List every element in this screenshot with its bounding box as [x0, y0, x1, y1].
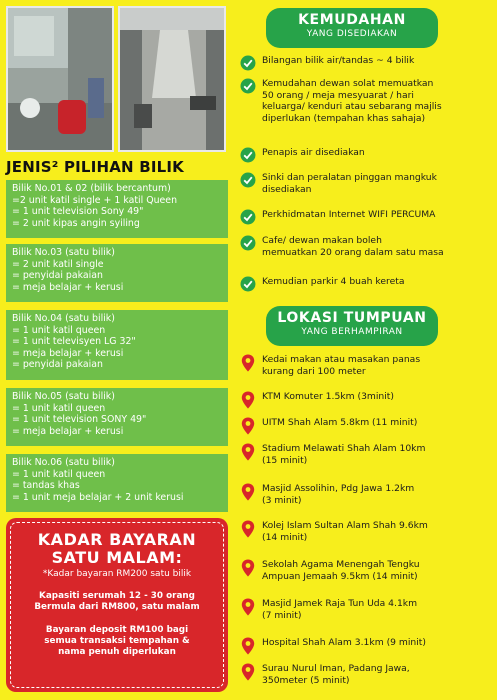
location-item [240, 559, 492, 582]
location-item [240, 417, 492, 429]
room-card-title: Bilik No.03 (satu bilik) [12, 247, 115, 258]
room-card-line: = 2 unit kipas angin syiling [12, 217, 140, 229]
facilities-heading [266, 8, 438, 48]
facilities-title: KEMUDAHAN [298, 12, 406, 28]
facility-text: Cafe/ dewan makan boleh memuatkan 20 orang dalam satu masa [262, 235, 444, 258]
room-card-line: = 1 unit television Sony 49" [12, 206, 144, 217]
location-text: Stadium Melawati Shah Alam 10km (15 minit) [262, 443, 426, 466]
rate-capacity [17, 591, 217, 613]
map-pin-icon [241, 417, 255, 435]
rate-deposit-line1: Bayaran deposit RM100 bagi [45, 625, 189, 635]
location-text: Surau Nurul Iman, Padang Jawa, 350meter (5 minit) [262, 663, 410, 686]
location-text: UITM Shah Alam 5.8km (11 minit) [262, 417, 418, 428]
facility-text: Bilangan bilik air/tandas ~ 4 bilik [262, 55, 415, 66]
locations-title: LOKASI TUMPUAN [277, 310, 427, 326]
facility-item [240, 209, 492, 221]
room-card-06 [6, 454, 228, 512]
rate-deposit-line3: nama penuh diperlukan [58, 647, 176, 657]
rate-deposit [17, 625, 217, 658]
room-card-line: = meja belajar + kerusi [12, 425, 124, 437]
room-card-line: = 2 unit katil single [12, 258, 104, 270]
facility-text: Kemudian parkir 4 buah kereta [262, 276, 405, 287]
rate-capacity-line2: Bermula dari RM800, satu malam [34, 602, 200, 612]
map-pin-icon [241, 637, 255, 655]
location-item [240, 483, 492, 506]
location-item [240, 598, 492, 621]
map-pin-icon [241, 443, 255, 461]
facility-text: Penapis air disediakan [262, 147, 365, 158]
map-pin-icon [241, 663, 255, 681]
rate-box-inner [10, 522, 224, 688]
rate-box [6, 518, 228, 692]
location-item [240, 354, 492, 377]
location-text: Masjid Assolihin, Pdg Jawa 1.2km (3 minit) [262, 483, 415, 506]
room-card-line: = 1 unit katil queen [12, 468, 106, 480]
locations-heading [266, 306, 438, 346]
room-card-line: = meja belajar + kerusi [12, 281, 124, 293]
room-card-line: =2 unit katil single + 1 katil Queen [12, 194, 178, 206]
room-card-line: = meja belajar + kerusi [12, 347, 124, 359]
location-text: Hospital Shah Alam 3.1km (9 minit) [262, 637, 426, 648]
check-circle-icon [240, 235, 256, 251]
room-card-title: Bilik No.01 & 02 (bilik bercantum) [12, 183, 171, 194]
map-pin-icon [241, 559, 255, 577]
check-circle-icon [240, 147, 256, 163]
room-card-line: = tandas khas [12, 480, 80, 491]
rooms-section-title: JENIS² PILIHAN BILIK [6, 158, 184, 176]
check-circle-icon [240, 276, 256, 292]
location-item [240, 443, 492, 466]
check-circle-icon [240, 172, 256, 188]
location-text: Sekolah Agama Menengah Tengku Ampuan Jemaah 9.5km (14 minit) [262, 559, 420, 582]
room-card-title: Bilik No.06 (satu bilik) [12, 457, 115, 468]
location-text: Kedai makan atau masakan panas kurang dari 100 meter [262, 354, 421, 377]
room-card-01-02 [6, 180, 228, 238]
facility-text: Kemudahan dewan solat memuatkan 50 orang / meja mesyuarat / hari keluarga/ kenduri atau sebarang majlis diperlukan (tempahan khas sahaja) [262, 78, 442, 124]
map-pin-icon [241, 391, 255, 409]
rate-deposit-line2: semua transaksi tempahan & [44, 636, 190, 646]
room-card-line: = 1 unit katil queen [12, 324, 106, 336]
rate-title-line1: KADAR BAYARAN [37, 530, 197, 549]
facilities-subtitle: YANG DISEDIAKAN [306, 29, 398, 39]
room-photo-corridor [118, 6, 226, 152]
room-card-line: = penyidai pakaian [12, 270, 103, 281]
location-text: Masjid Jamek Raja Tun Uda 4.1km (7 minit) [262, 598, 418, 621]
facility-item [240, 147, 492, 159]
room-card-title: Bilik No.05 (satu bilik) [12, 391, 115, 402]
room-photo-bathroom [6, 6, 114, 152]
check-circle-icon [240, 209, 256, 225]
rate-capacity-line1: Kapasiti serumah 12 - 30 orang [39, 591, 195, 601]
facility-text: Perkhidmatan Internet WIFI PERCUMA [262, 209, 436, 220]
location-item [240, 520, 492, 543]
location-text: Kolej Islam Sultan Alam Shah 9.6km (14 minit) [262, 520, 428, 543]
location-text: KTM Komuter 1.5km (3minit) [262, 391, 394, 402]
facility-text: Sinki dan peralatan pinggan mangkuk disediakan [262, 172, 437, 195]
location-item [240, 637, 492, 649]
map-pin-icon [241, 483, 255, 501]
room-card-line: = 1 unit television SONY 49" [12, 414, 147, 425]
location-item [240, 663, 492, 686]
room-card-line: = 1 unit meja belajar + 2 unit kerusi [12, 491, 184, 503]
room-card-03 [6, 244, 228, 302]
facility-item [240, 172, 492, 195]
facility-item [240, 276, 492, 288]
map-pin-icon [241, 598, 255, 616]
location-item [240, 391, 492, 403]
room-card-04 [6, 310, 228, 380]
locations-subtitle: YANG BERHAMPIRAN [301, 327, 403, 337]
check-circle-icon [240, 55, 256, 71]
facility-item [240, 235, 492, 258]
room-card-title: Bilik No.04 (satu bilik) [12, 313, 115, 324]
room-card-line: = penyidai pakaian [12, 359, 103, 370]
rate-title-line2: SATU MALAM: [51, 548, 183, 567]
map-pin-icon [241, 354, 255, 372]
facility-item [240, 55, 492, 67]
room-card-line: = 1 unit katil queen [12, 402, 106, 414]
rate-note: *Kadar bayaran RM200 satu bilik [42, 569, 192, 579]
room-card-line: = 1 unit televisyen LG 32" [12, 336, 136, 347]
check-circle-icon [240, 78, 256, 94]
facility-item [240, 78, 492, 124]
room-card-05 [6, 388, 228, 446]
map-pin-icon [241, 520, 255, 538]
